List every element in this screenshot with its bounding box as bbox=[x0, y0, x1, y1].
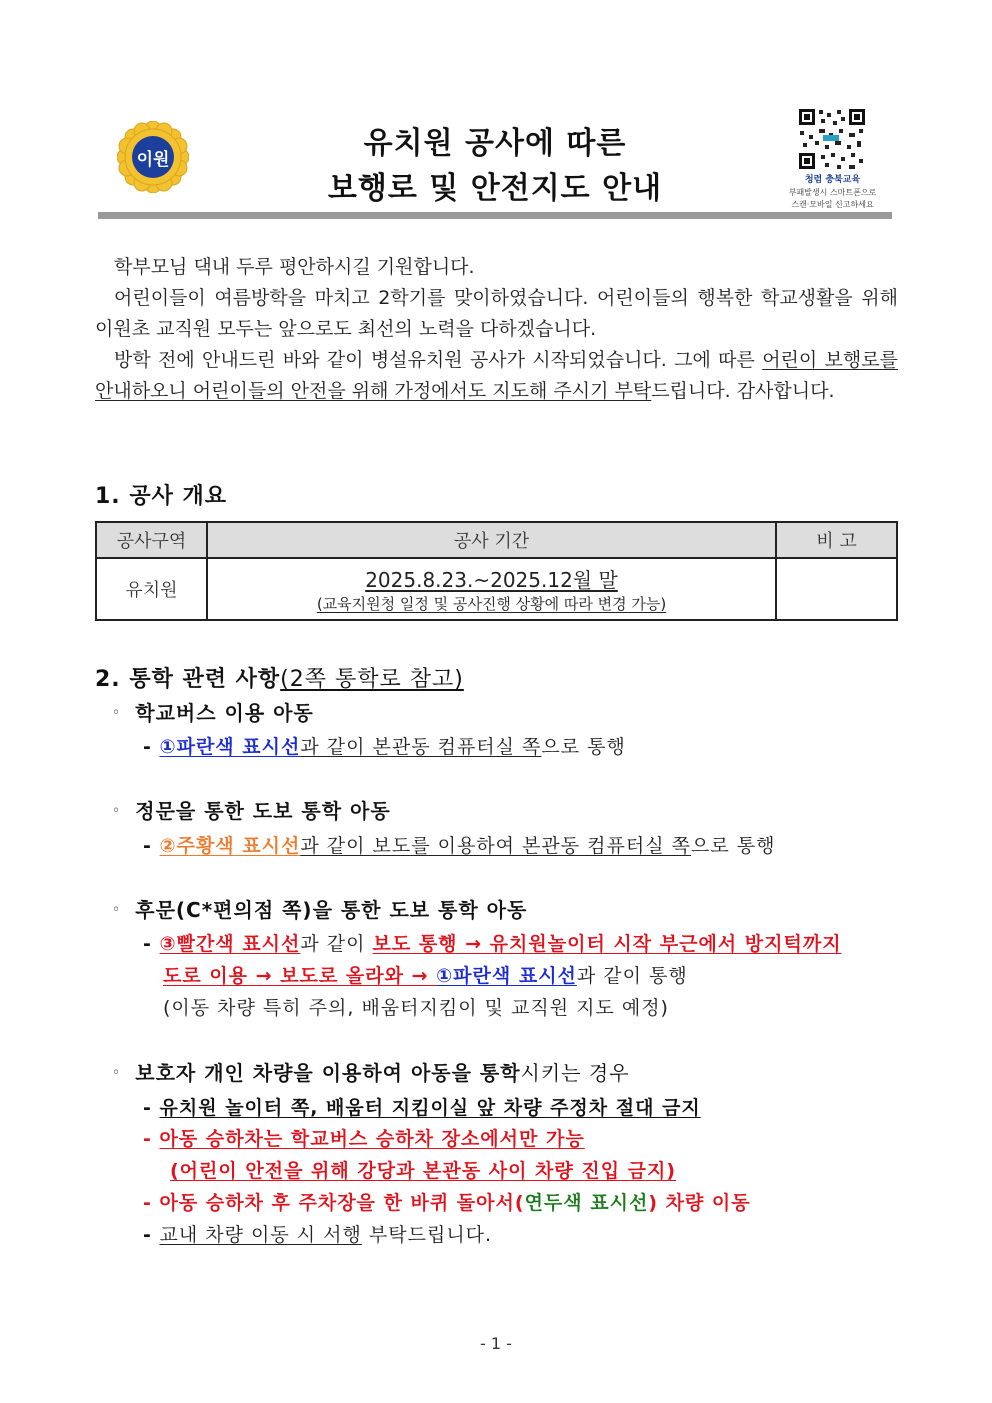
no-parking-rule: 유치원 놀이터 쪽, 배움터 지킴이실 앞 차량 주정차 절대 금지 bbox=[159, 1097, 701, 1119]
col-header-period: 공사 기간 bbox=[207, 522, 776, 558]
main-gate-route-text: 과 같이 보도를 이용하여 본관동 컴퓨터실 쪽 bbox=[300, 835, 691, 857]
bullet-school-bus-title: 학교버스 이용 아동 bbox=[135, 701, 314, 725]
orange-line-label: ②주황색 표시선 bbox=[159, 835, 301, 857]
back-gate-mid: 과 같이 bbox=[300, 933, 373, 955]
dash: - bbox=[143, 933, 160, 955]
logo-text: 이원 bbox=[136, 150, 170, 170]
bullet-private-car-title-rest: 시키는 경우 bbox=[520, 1061, 630, 1085]
header-divider bbox=[98, 212, 892, 219]
doc-title-line1: 유치원 공사에 따른 bbox=[363, 126, 627, 161]
col-header-area: 공사구역 bbox=[96, 522, 207, 558]
red-line-label: ③빨간색 표시선 bbox=[159, 933, 301, 955]
section1-heading: 1. 공사 개요 bbox=[95, 484, 227, 509]
back-gate-red-path1: 보도 통행 → 유치원놀이터 시작 부근에서 방지턱까지 bbox=[372, 933, 842, 955]
qr-caption-line1: 부패발생시 스마트폰으로 bbox=[788, 188, 877, 197]
back-gate-route-line1 bbox=[143, 929, 842, 956]
bullet-back-gate: ◦ 후문(C*편의점 쪽)을 통한 도보 통학 아동 bbox=[112, 898, 528, 922]
loop-rule-a: 아동 승하차 후 주차장을 한 바퀴 돌아서( bbox=[159, 1192, 525, 1214]
car-rule-4 bbox=[143, 1220, 492, 1247]
back-gate-caution: (이동 차량 특히 주의, 배움터지킴이 및 교직원 지도 예정) bbox=[163, 997, 669, 1019]
intro-p3-end: 드립니다. 감사합니다. bbox=[651, 380, 835, 402]
back-gate-route-line2 bbox=[163, 961, 688, 988]
bullet-school-bus: ◦ 학교버스 이용 아동 bbox=[112, 701, 314, 725]
period-note: (교육지원청 일정 및 공사진행 상황에 따라 변경 가능) bbox=[316, 595, 667, 613]
back-gate-blue-label: ①파란색 표시선 bbox=[436, 965, 577, 987]
dash: - bbox=[143, 1128, 160, 1150]
dash: - bbox=[143, 1097, 160, 1119]
intro-greeting: 학부모님 댁내 두루 평안하시길 기원합니다. bbox=[114, 256, 475, 278]
intro-p3-underlined: 어린이 보행로를 안내하오니 어린이들의 안전을 위해 가정에서도 지도해 주시기 부탁 bbox=[95, 349, 898, 402]
back-gate-red-path2: 도로 이용 → 보도로 올라와 → bbox=[163, 965, 437, 987]
cell-note bbox=[776, 558, 897, 620]
bullet-main-gate: ◦ 정문을 통한 도보 통학 아동 bbox=[112, 799, 391, 823]
slow-driving-tail: 부탁드립니다. bbox=[361, 1224, 493, 1246]
loop-rule-b: ) 차량 이동 bbox=[648, 1192, 751, 1214]
car-rule-1 bbox=[143, 1093, 701, 1120]
section2-heading bbox=[95, 662, 464, 693]
bullet-private-car: ◦ 보호자 개인 차량을 이용하여 아동을 통학시키는 경우 bbox=[112, 1061, 630, 1085]
back-gate-tail: 과 같이 통행 bbox=[576, 965, 688, 987]
dash: - bbox=[143, 1224, 160, 1246]
school-bus-route-tail: 으로 통행 bbox=[541, 736, 626, 758]
light-green-line-label: 연두색 표시선 bbox=[524, 1192, 649, 1214]
intro-paragraph-2: 어린이들이 여름방학을 마치고 2학기를 맞이하였습니다. 어린이들의 행복한 학교생활을 위해 이원초 교직원 모두는 앞으로도 최선의 노력을 다하겠습니다. bbox=[95, 287, 898, 340]
dash: - bbox=[143, 1192, 160, 1214]
intro-paragraph-3 bbox=[95, 345, 898, 407]
car-rule-2 bbox=[143, 1124, 585, 1151]
dash: - bbox=[143, 835, 160, 857]
vehicle-entry-ban: (어린이 안전을 위해 강당과 본관동 사이 차량 진입 금지) bbox=[170, 1160, 677, 1182]
car-rule-3 bbox=[143, 1188, 751, 1215]
dash: - bbox=[143, 736, 160, 758]
section2-heading-ref: (2쪽 통학로 참고) bbox=[280, 667, 464, 692]
car-rule-2-note bbox=[170, 1156, 676, 1183]
bullet-back-gate-title: 후문(C*편의점 쪽)을 통한 도보 통학 아동 bbox=[135, 898, 528, 922]
blue-line-label: ①파란색 표시선 bbox=[159, 736, 301, 758]
qr-code-icon bbox=[797, 107, 867, 171]
cell-period bbox=[207, 558, 776, 620]
qr-badge: 청렴 충북교육 bbox=[804, 175, 861, 185]
slow-driving-rule: 교내 차량 이동 시 서행 bbox=[159, 1224, 362, 1246]
bullet-private-car-title: 보호자 개인 차량을 이용하여 아동을 통학 bbox=[135, 1061, 521, 1085]
col-header-note: 비 고 bbox=[776, 522, 897, 558]
page-number: - 1 - bbox=[480, 1334, 512, 1353]
main-gate-route-tail: 으로 통행 bbox=[690, 835, 776, 857]
qr-caption-line2: 스캔·모바일 신고하세요 bbox=[791, 200, 874, 209]
period-value: 2025.8.23.~2025.12월 말 bbox=[365, 568, 618, 592]
cell-area: 유치원 bbox=[96, 558, 207, 620]
doc-title-line2: 보행로 및 안전지도 안내 bbox=[327, 171, 663, 206]
school-logo bbox=[117, 121, 189, 193]
construction-overview-table bbox=[95, 521, 898, 621]
intro-p3-start: 방학 전에 안내드린 바와 같이 병설유치원 공사가 시작되었습니다. 그에 따른 bbox=[114, 349, 763, 371]
main-gate-route bbox=[143, 831, 775, 858]
drop-off-location-rule: 아동 승하차는 학교버스 승하차 장소에서만 가능 bbox=[159, 1128, 585, 1150]
school-bus-route-text: 과 같이 본관동 컴퓨터실 쪽 bbox=[300, 736, 542, 758]
section2-heading-bold: 2. 통학 관련 사항 bbox=[95, 667, 281, 692]
bullet-main-gate-title: 정문을 통한 도보 통학 아동 bbox=[135, 799, 391, 823]
school-bus-route bbox=[143, 732, 626, 759]
